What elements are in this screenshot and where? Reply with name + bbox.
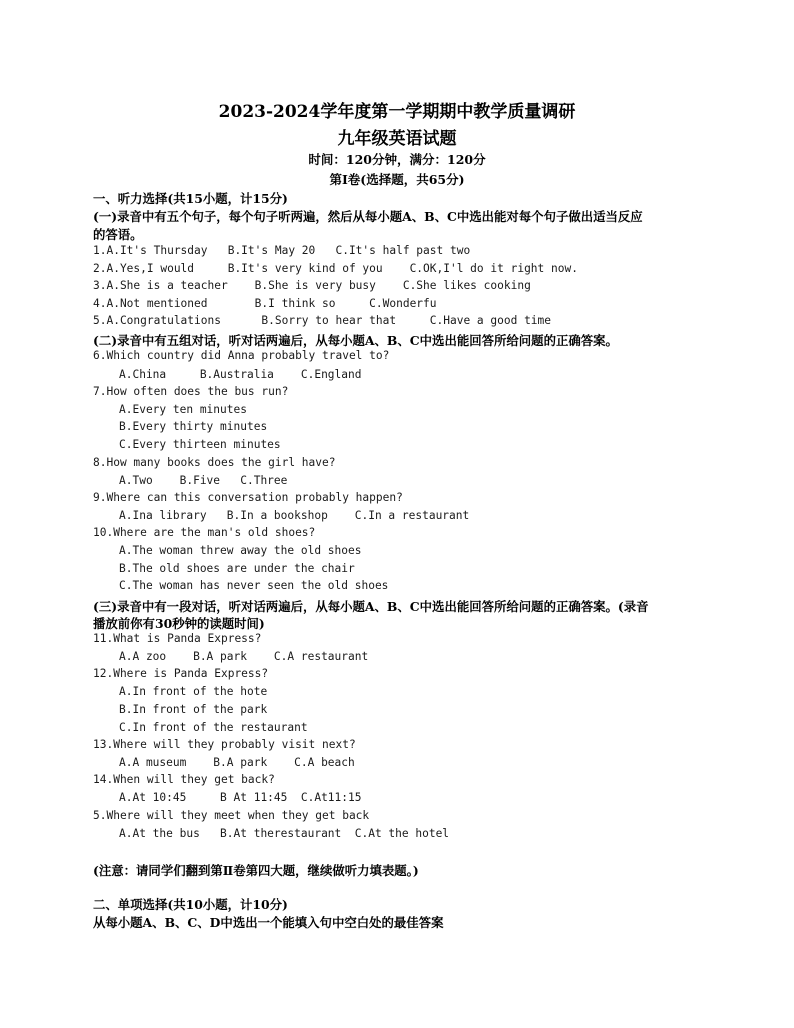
question-14: 14.When will they get back?	[93, 773, 275, 786]
question-10: 10.Where are the man's old shoes?	[93, 526, 316, 539]
question-14-options: A.At 10:45 B At 11:45 C.At11:15	[119, 791, 362, 804]
question-9-options: A.Ina library B.In a bookshop C.In a restaurant	[119, 509, 470, 522]
section2-instruction: 从每小题A、B、C、D中选出一个能填入句中空白处的最佳答案	[93, 915, 444, 930]
question-6-options: A.China B.Australia C.England	[119, 368, 362, 381]
exam-subtitle: 九年级英语试题	[337, 129, 457, 149]
question-12-option-c: C.In front of the restaurant	[119, 721, 308, 734]
question-7-option-a: A.Every ten minutes	[119, 403, 247, 416]
part1-instruction-cont: 的答语。	[93, 227, 143, 242]
part2-instruction: (二)录音中有五组对话，听对话两遍后，从每小题A、B、C中选出能回答所给问题的正确答案。	[93, 333, 618, 348]
question-13: 13.Where will they probably visit next?	[93, 738, 356, 751]
part3-instruction: (三)录音中有一段对话，听对话两遍后，从每小题A、B、C中选出能回答所给问题的正确答案。(录音	[93, 599, 649, 614]
exam-title: 2023-2024学年度第一学期期中教学质量调研	[218, 102, 576, 122]
question-7: 7.How often does the bus run?	[93, 385, 289, 398]
question-5: 5.A.Congratulations B.Sorry to hear that C.Have a good time	[93, 314, 552, 327]
volume-heading: 第Ⅰ卷(选择题，共65分)	[329, 172, 465, 187]
section2-title: 二、单项选择(共10小题，计10分)	[93, 897, 288, 912]
question-15-options: A.At the bus B.At therestaurant C.At the hotel	[119, 827, 450, 840]
question-10-option-a: A.The woman threw away the old shoes	[119, 544, 362, 557]
question-2: 2.A.Yes,I would B.It's very kind of you C.OK,I'l do it right now.	[93, 262, 578, 275]
question-6: 6.Which country did Anna probably travel to?	[93, 349, 390, 362]
question-3: 3.A.She is a teacher B.She is very busy C.She likes cooking	[93, 279, 531, 292]
question-1: 1.A.It's Thursday B.It's May 20 C.It's half past two	[93, 244, 471, 257]
part3-instruction-cont: 播放前你有30秒钟的读题时间)	[93, 616, 265, 631]
question-13-options: A.A museum B.A park C.A beach	[119, 756, 355, 769]
question-7-option-b: B.Every thirty minutes	[119, 420, 268, 433]
question-4: 4.A.Not mentioned B.I think so C.Wonderfu	[93, 297, 437, 310]
question-11: 11.What is Panda Express?	[93, 632, 262, 645]
question-15: 5.Where will they meet when they get back	[93, 809, 370, 822]
question-11-options: A.A zoo B.A park C.A restaurant	[119, 650, 369, 663]
part1-instruction: (一)录音中有五个句子，每个句子听两遍，然后从每小题A、B、C中选出能对每个句子做出适当反应	[93, 209, 643, 224]
question-12: 12.Where is Panda Express?	[93, 667, 269, 680]
question-10-option-c: C.The woman has never seen the old shoes	[119, 579, 389, 592]
question-9: 9.Where can this conversation probably happen?	[93, 491, 403, 504]
question-12-option-a: A.In front of the hote	[119, 685, 268, 698]
question-7-option-c: C.Every thirteen minutes	[119, 438, 281, 451]
listening-note: (注意：请同学们翻到第Ⅱ卷第四大题，继续做听力填表题。)	[93, 863, 419, 878]
section1-title: 一、听力选择(共15小题，计15分)	[93, 191, 288, 206]
question-10-option-b: B.The old shoes are under the chair	[119, 562, 355, 575]
question-8: 8.How many books does the girl have?	[93, 456, 336, 469]
question-8-options: A.Two B.Five C.Three	[119, 474, 288, 487]
exam-time-score: 时间：120分钟，满分：120分	[308, 152, 486, 167]
question-12-option-b: B.In front of the park	[119, 703, 268, 716]
